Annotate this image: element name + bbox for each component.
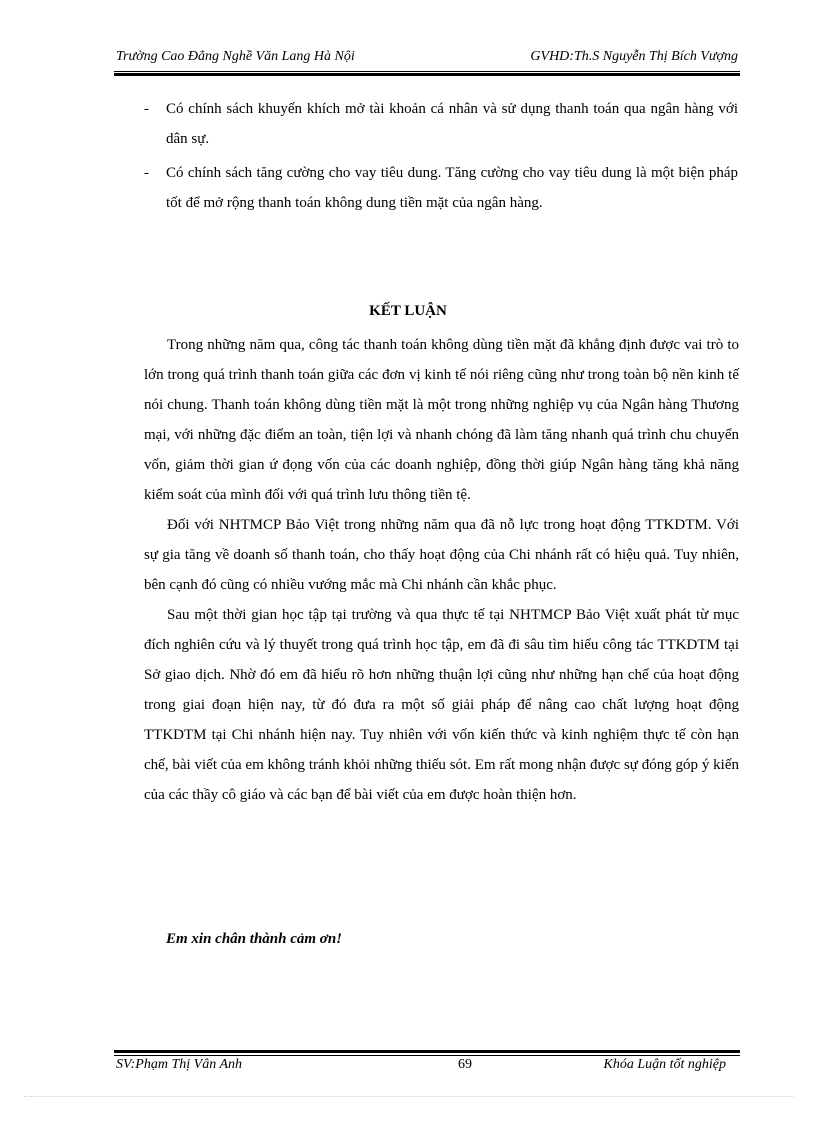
page-number: 69 bbox=[458, 1057, 472, 1072]
paragraph: Sau một thời gian học tập tại trường và qua thực tế tại NHTMCP Bảo Việt xuất phát từ mục đích nghiên cứu và lý thuyết trong quá trình học tập, em đã đi sâu tìm hiểu công tác TTKDTM tại Sở giao dịch. Nhờ đó em đã hiểu rõ hơn những thuận lợi cũng như những hạn chế của hoạt động trong giai đoạn hiện nay, từ đó đưa ra một số giải pháp để nâng cao chất lượng hoạt động TTKDTM tại Chi nhánh hiện nay. Tuy nhiên với vốn kiến thức và kinh nghiệm thực tế còn hạn chế, bài viết của em không tránh khỏi những thiếu sót. Em rất mong nhận được sự đóng góp ý kiến của các thầy cô giáo và các bạn để bài viết của em được hoàn thiện hơn. bbox=[144, 607, 739, 803]
page-edge-divider bbox=[24, 1096, 794, 1097]
bullet-text: Có chính sách khuyến khích mở tài khoản cá nhân và sử dụng thanh toán qua ngân hàng với dân sự. bbox=[166, 101, 738, 147]
section-title: KẾT LUẬN bbox=[369, 303, 447, 319]
page-footer bbox=[116, 1057, 738, 1077]
bullet-list bbox=[144, 94, 738, 222]
bullet-text: Có chính sách tăng cường cho vay tiêu dung. Tăng cường cho vay tiêu dung là một biện pháp tốt để mở rộng thanh toán không dung tiền mặt của ngân hàng. bbox=[166, 165, 738, 211]
bullet-marker: - bbox=[144, 101, 149, 117]
page-header bbox=[116, 49, 738, 69]
list-item bbox=[144, 94, 738, 154]
paragraph: Đối với NHTMCP Bảo Việt trong những năm qua đã nỗ lực trong hoạt động TTKDTM. Với sự gia tăng về doanh số thanh toán, cho thấy hoạt động của Chi nhánh rất có hiệu quả. Tuy nhiên, bên cạnh đó cũng có nhiều vướng mắc mà Chi nhánh cần khắc phục. bbox=[144, 517, 739, 593]
header-rule-thin bbox=[114, 71, 740, 72]
header-rule-thick bbox=[114, 73, 740, 76]
footer-thesis-label: Khóa Luận tốt nghiệp bbox=[603, 1057, 726, 1072]
list-item bbox=[144, 158, 738, 218]
bullet-marker: - bbox=[144, 165, 149, 181]
closing-line: Em xin chân thành cảm ơn! bbox=[166, 931, 343, 947]
header-supervisor: GVHD:Th.S Nguyễn Thị Bích Vượng bbox=[530, 49, 738, 64]
conclusion-body bbox=[144, 330, 739, 810]
paragraph: Trong những năm qua, công tác thanh toán không dùng tiền mặt đã khẳng định được vai trò to lớn trong quá trình thanh toán giữa các đơn vị kinh tế nói riêng cũng như trong toàn bộ nền kinh tế nói chung. Thanh toán không dùng tiền mặt là một trong những nghiệp vụ của Ngân hàng Thương mại, với những đặc điểm an toàn, tiện lợi và nhanh chóng đã làm tăng nhanh quá trình chu chuyển vốn, giảm thời gian ứ đọng vốn của các doanh nghiệp, đồng thời giúp Ngân hàng tăng khả năng kiểm soát của mình đối với quá trình lưu thông tiền tệ. bbox=[144, 337, 739, 503]
footer-rule-thin bbox=[114, 1055, 740, 1056]
footer-rule-thick bbox=[114, 1050, 740, 1053]
header-school: Trường Cao Đẳng Nghề Văn Lang Hà Nội bbox=[116, 49, 355, 64]
footer-student: SV:Phạm Thị Vân Anh bbox=[116, 1057, 242, 1072]
